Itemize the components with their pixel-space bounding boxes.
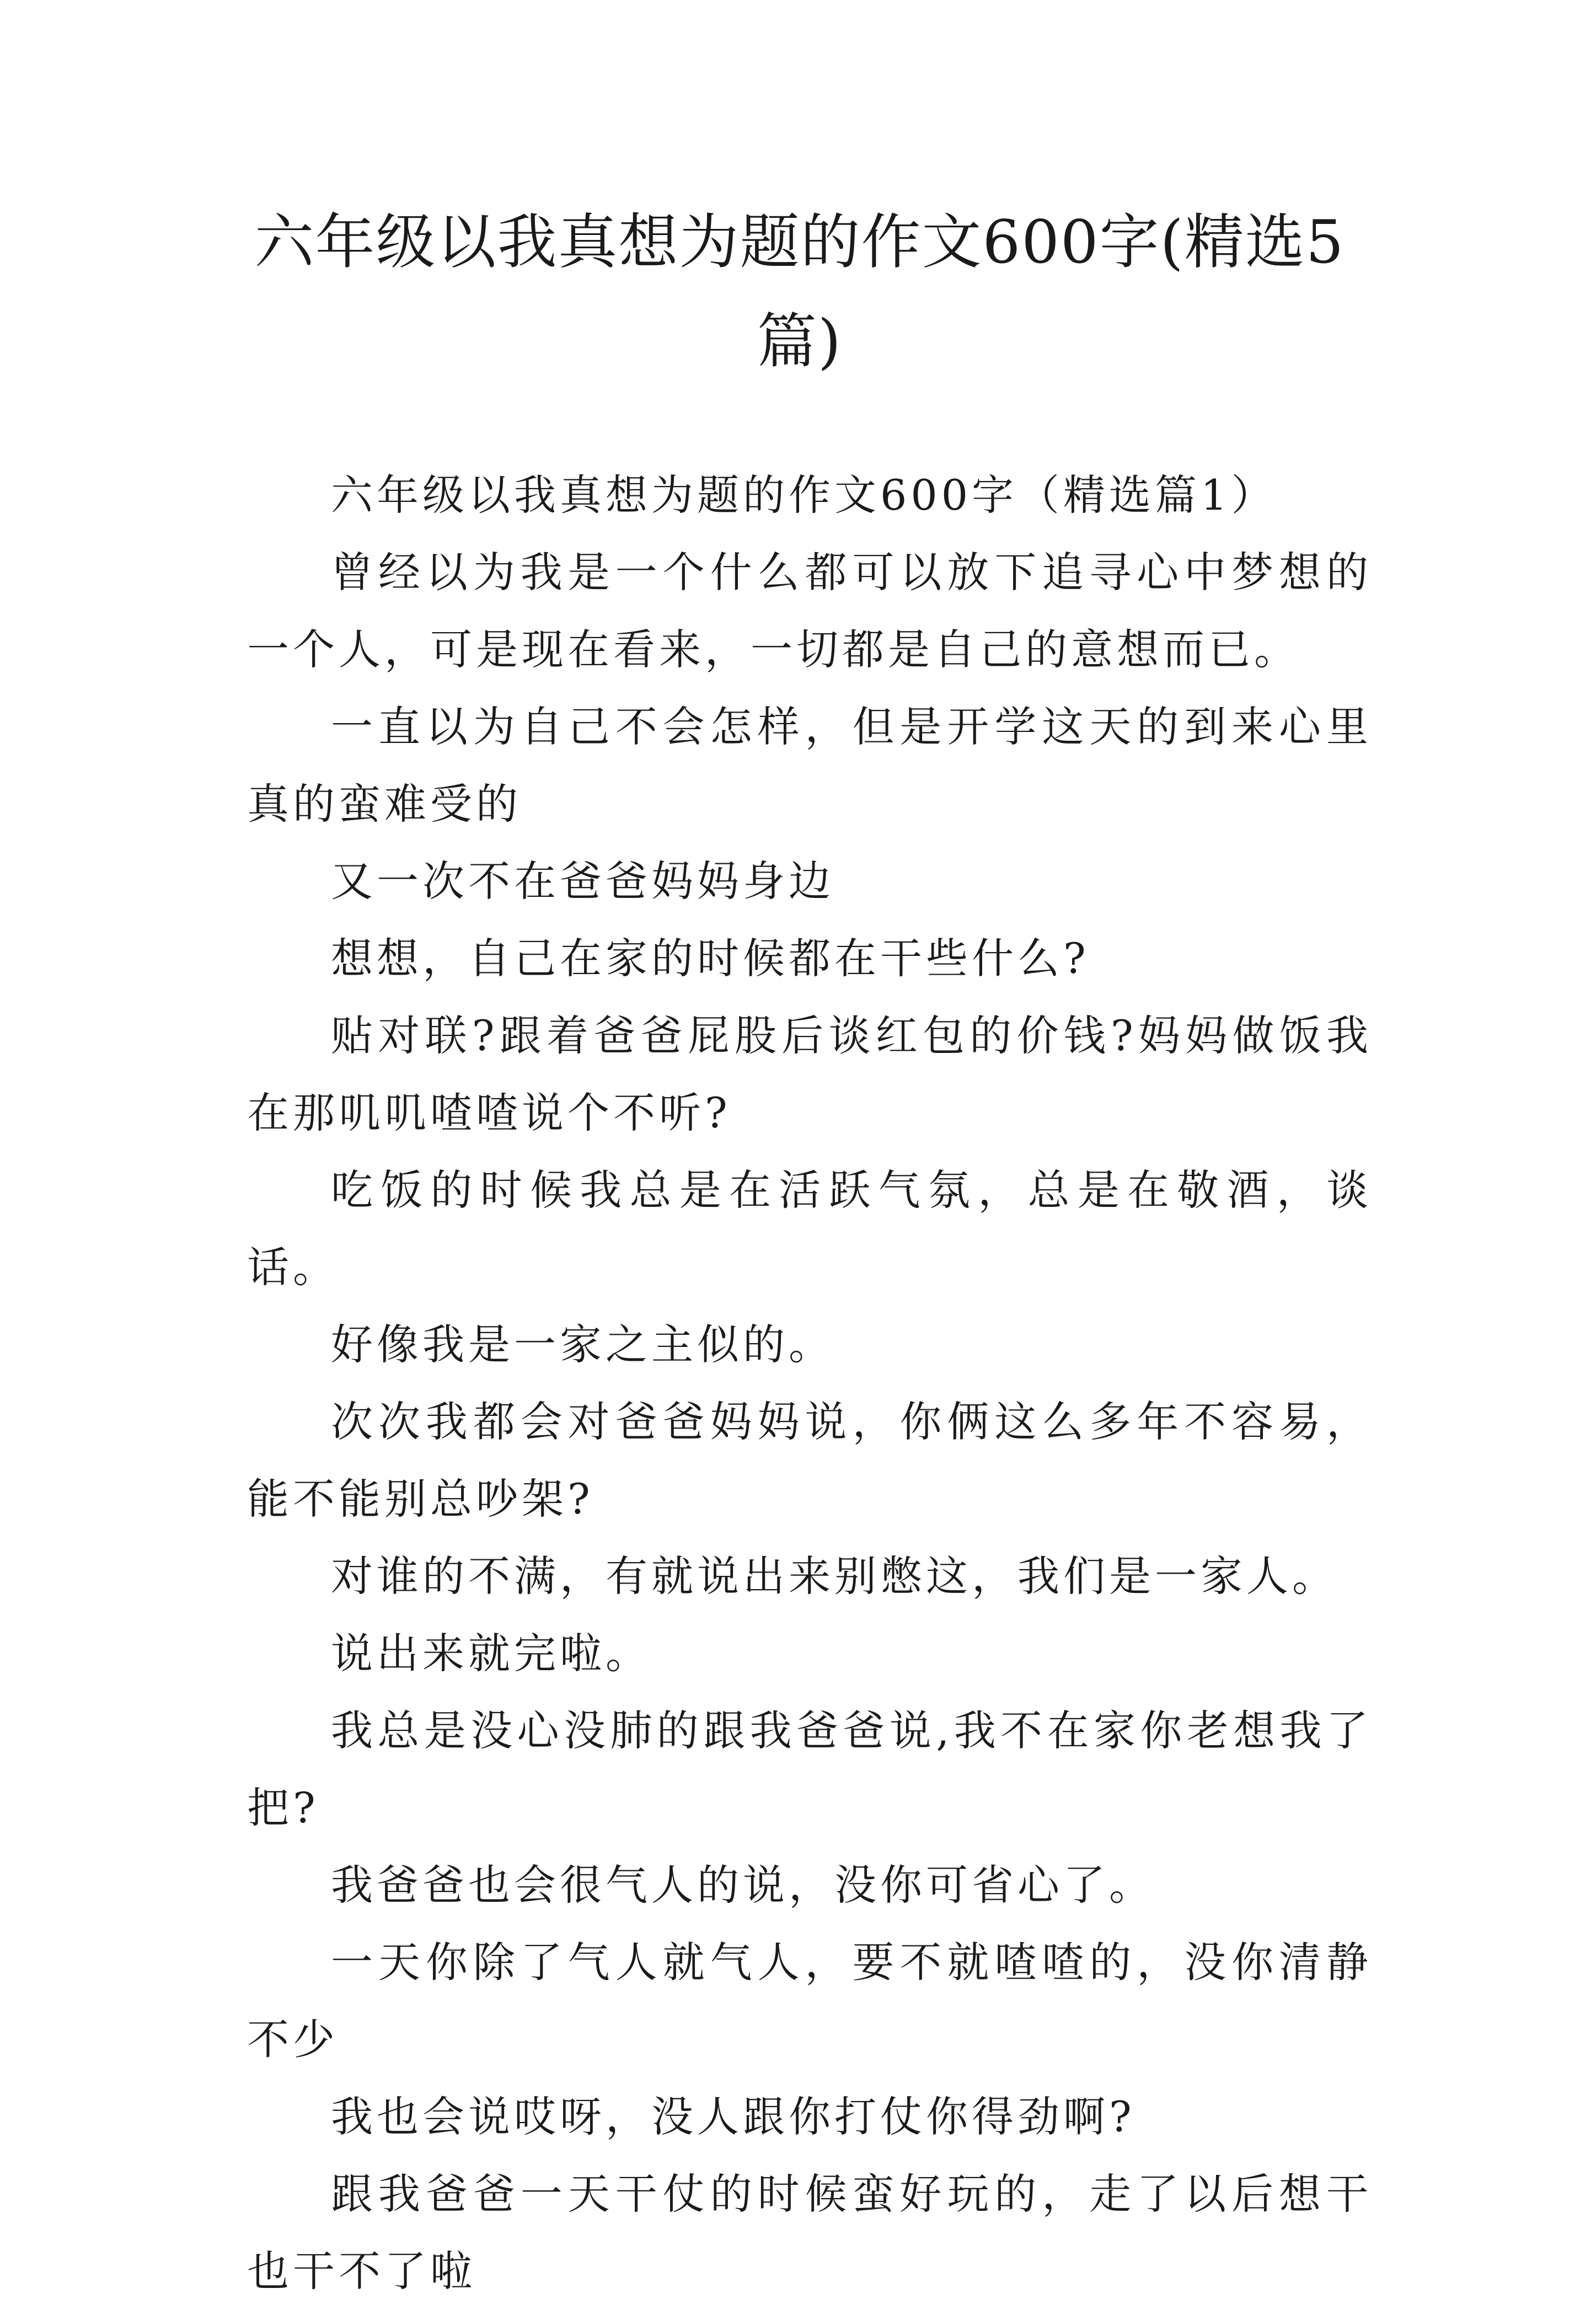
paragraph: 贴对联?跟着爸爸屁股后谈红包的价钱?妈妈做饭我在那叽叽喳喳说个不听?: [247, 1011, 1372, 1137]
paragraph: 我爸爸也会很气人的说，没你可省心了。: [331, 1860, 1155, 1910]
document-title: 六年级以我真想为题的作文600字(精选5篇): [254, 208, 1345, 376]
document-body: [247, 457, 1372, 2310]
paragraph: 我总是没心没肺的跟我爸爸说,我不在家你老想我了把?: [247, 1706, 1372, 1832]
paragraph: 说出来就完啦。: [331, 1629, 651, 1678]
paragraph-section-heading: 六年级以我真想为题的作文600字（精选篇1）: [331, 470, 1277, 520]
paragraph: 又一次不在爸爸妈妈身边: [331, 857, 834, 906]
paragraph: 好像我是一家之主似的。: [331, 1320, 834, 1369]
paragraph: 曾经以为我是一个什么都可以放下追寻心中梦想的一个人，可是现在看来，一切都是自己的意想而已。: [247, 548, 1372, 674]
paragraph: 对谁的不满，有就说出来别憋这，我们是一家人。: [331, 1552, 1338, 1601]
paragraph: 想想，自己在家的时候都在干些什么?: [331, 934, 1090, 983]
paragraph: 跟我爸爸一天干仗的时候蛮好玩的，走了以后想干也干不了啦: [247, 2169, 1372, 2296]
paragraph: 次次我都会对爸爸妈妈说，你俩这么多年不容易，能不能别总吵架?: [247, 1397, 1372, 1523]
paragraph: 吃饭的时候我总是在活跃气氛，总是在敬酒，谈话。: [247, 1165, 1372, 1292]
paragraph: 一直以为自己不会怎样，但是开学这天的到来心里真的蛮难受的: [247, 702, 1372, 828]
paragraph: 我也会说哎呀，没人跟你打仗你得劲啊?: [331, 2092, 1136, 2141]
paragraph: 一天你除了气人就气人，要不就喳喳的，没你清静不少: [247, 1938, 1372, 2064]
